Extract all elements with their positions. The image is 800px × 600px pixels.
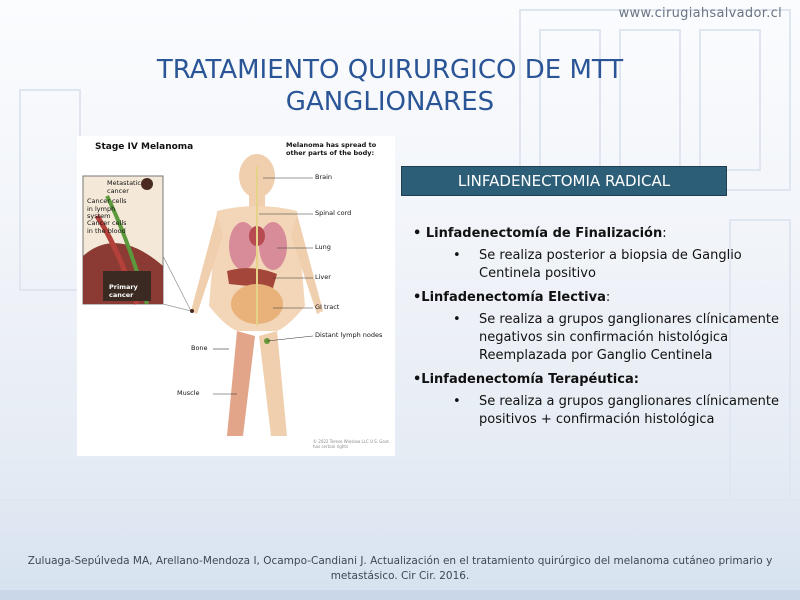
inset-label-metastatic-cancer: Metastatic cancer [107,179,141,195]
organ-label-liver: Liver [315,273,331,281]
bullet-icon: • [453,394,461,409]
inset-label-blood: Cancer cells in the blood [87,219,127,235]
organ-label-bone: Bone [191,344,208,352]
organ-label-gi-tract: GI tract [315,303,340,311]
organ-label-muscle: Muscle [177,389,200,397]
item-heading-text: • Linfadenectomía de Finalización [413,226,663,241]
item-detail [413,311,783,365]
figure-spread-label: Melanoma has spread to other parts of the body: [286,141,377,157]
item-heading-suffix: : [662,226,667,241]
bullet-icon: • [453,312,461,327]
figure-credit: © 2022 Terese Winslow LLC U.S. Govt. has certain rights [313,439,391,449]
inset-label-primary-cancer: Primary cancer [109,283,138,299]
item-detail-text: Se realiza a grupos ganglionares clínicamente positivos + confirmación histológica [479,394,779,427]
slide-title [100,54,680,118]
organ-label-lung: Lung [315,243,331,251]
section-header: LINFADENECTOMIA RADICAL [401,166,727,196]
item-heading-suffix: : [605,290,611,305]
site-url: www.cirugiahsalvador.cl [618,6,782,21]
item-detail-text: Se realiza a grupos ganglionares clínicamente negativos sin confirmación histológica Reemplazada por Ganglio Centinela [479,312,779,363]
item-heading-text: •Linfadenectomía Electiva [413,290,606,305]
slide-title-line2: GANGLIONARES [285,87,495,117]
slide-title-line1: TRATAMIENTO QUIRURGICO DE MTT [156,55,624,85]
organ-label-spinal-cord: Spinal cord [315,209,352,217]
citation: Zuluaga-Sepúlveda MA, Arellano-Mendoza I, Ocampo-Candiani J. Actualización en el tratamiento quirúrgico del melanoma cutáneo primario y metastásico. Cir Cir. 2016. [27,555,773,582]
inset-label-lymph-system: Cancer cells in lymph system [87,197,127,220]
item-heading-text: •Linfadenectomía Terapéutica: [413,372,639,387]
item-detail [413,247,783,283]
item-heading [413,289,783,307]
list-item [413,289,783,365]
organ-label-brain: Brain [315,173,333,181]
melanoma-illustration [77,136,395,456]
item-detail [413,393,783,429]
figure-title: Stage IV Melanoma [95,142,194,152]
item-detail-text: Se realiza posterior a biopsia de Ganglio Centinela positivo [479,248,742,281]
list-item [413,371,783,429]
organ-label-distant-lymph-nodes: Distant lymph nodes [315,331,383,339]
content-list [413,225,783,435]
footer-band [0,590,800,600]
item-heading [413,371,783,389]
item-heading [413,225,783,243]
bullet-icon: • [453,248,461,263]
list-item [413,225,783,283]
